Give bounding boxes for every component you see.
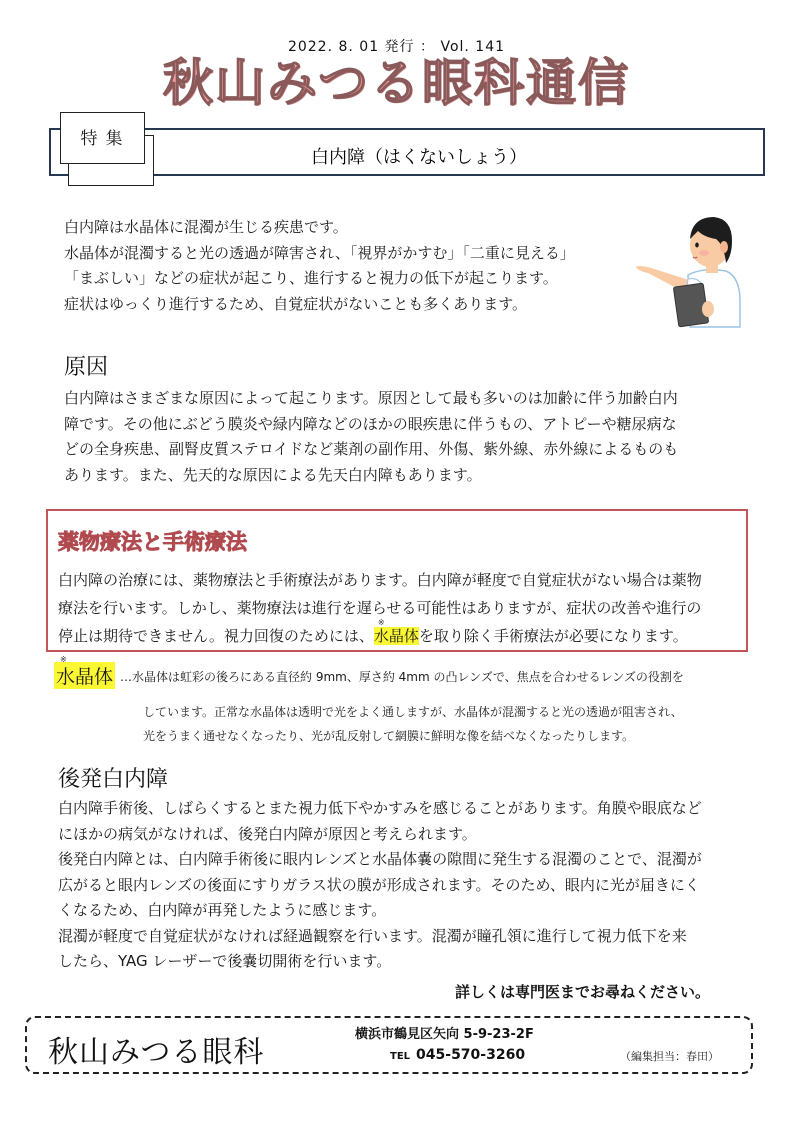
intro-line: 症状はゆっくり進行するため、自覚症状がないことも多くあります。 (64, 294, 528, 313)
footnote-term (54, 655, 115, 689)
issue-date-volume: 2022. 8. 01 発行 ： Vol. 141 (287, 39, 506, 55)
after-cataract-heading: 後発白内障 (58, 767, 169, 792)
after-line: 後発白内障とは、白内障手術後に眼内レンズと水晶体嚢の隙間に発生する混濁のことで、混濁が (58, 850, 702, 868)
treatment-paragraph (58, 566, 738, 622)
editor-credit: （編集担当：春田） (620, 1050, 719, 1063)
intro-line: 「まぶしい」などの症状が起こり、進行すると視力の低下が起こります。 (64, 269, 558, 287)
after-line: したら、YAG レーザーで後嚢切開術を行います。 (58, 952, 392, 970)
closing-note: 詳しくは専門医までお尋ねください。 (455, 983, 711, 1001)
note-mark: ※ (60, 655, 67, 664)
feature-title: 白内障（はくないしょう） (311, 147, 527, 168)
cause-line: あります。また、先天的な原因による先天白内障もあります。 (64, 465, 482, 484)
treatment-last-after: を取り除く手術療法が必要になります。 (418, 627, 688, 645)
highlighted-term-text: 水晶体 (373, 627, 419, 645)
intro-line: 水晶体が混濁すると光の透過が障害され、「視界がかすむ」「二重に見える」 (64, 243, 575, 262)
footnote-term-text: 水晶体 (56, 666, 114, 688)
after-cataract-paragraph (58, 796, 738, 975)
feature-tag: 特集 (60, 112, 145, 164)
note-mark: ※ (377, 618, 385, 627)
clinic-name: 秋山みつる眼科 (48, 1035, 265, 1070)
treatment-last-before: 停止は期待できません。視力回復のためには、 (58, 627, 374, 645)
intro-line: 白内障は水晶体に混濁が生じる疾患です。 (64, 218, 348, 236)
cause-line: 白内障はさまざまな原因によって起こります。原因として最も多いのは加齢に伴う加齢白内 (64, 389, 678, 407)
cause-line: 障です。その他にぶどう膜炎や緑内障などのほかの眼疾患に伴うもの、アトピーや糖尿病な (64, 414, 677, 433)
after-line: にほかの病気がなければ、後発白内障が原因と考えられます。 (58, 824, 477, 843)
treatment-line: 白内障の治療には、薬物療法と手術療法があります。白内障が軽度で自覚症状がない場合は薬物 (58, 571, 702, 589)
after-line: 白内障手術後、しばらくするとまた視力低下やかすみを感じることがあります。角膜や眼底など (58, 799, 702, 817)
footnote-line: しています。正常な水晶体は透明で光をよく通しますが、水晶体が混濁すると光の透過が阻害され、 (143, 705, 683, 719)
treatment-line: 療法を行います。しかし、薬物療法は進行を遅らせる可能性はありますが、症状の改善や進行の (58, 599, 702, 617)
clinic-phone (390, 1047, 525, 1063)
cause-heading: 原因 (64, 355, 109, 380)
treatment-last-line (58, 618, 688, 646)
phone-label: TEL (390, 1051, 411, 1062)
newsletter-masthead: 秋山みつる眼科通信 (163, 54, 630, 112)
doctor-illustration (628, 205, 748, 330)
treatment-heading: 薬物療法と手術療法 (58, 530, 247, 554)
cause-line: どの全身疾患、副腎皮質ステロイドなど薬剤の副作用、外傷、紫外線、赤外線によるものも (64, 440, 679, 458)
footnote-rest (143, 700, 743, 748)
intro-paragraph (64, 215, 624, 317)
highlighted-term-lens (373, 618, 419, 645)
clinic-address: 横浜市鶴見区矢向 5-9-23-2F (355, 1027, 534, 1042)
phone-number: 045-570-3260 (416, 1047, 526, 1063)
after-line: 混濁が軽度で自覚症状がなければ経過観察を行います。混濁が瞳孔領に進行して視力低下を来 (58, 926, 687, 945)
after-line: くなるため、白内障が再発したように感じます。 (58, 901, 387, 919)
cause-paragraph (64, 386, 724, 488)
footnote-line: …水晶体は虹彩の後ろにある直径約 9mm、厚さ約 4mm の凸レンズで、焦点を合わせるレンズの役割を (120, 670, 684, 684)
footnote-line: 光をうまく通せなくなったり、光が乱反射して網膜に鮮明な像を結べなくなったりします。 (143, 729, 635, 743)
feature-header-box (49, 128, 765, 176)
after-line: 広がると眼内レンズの後面にすりガラス状の膜が形成されます。そのため、眼内に光が届きにく (58, 875, 700, 894)
